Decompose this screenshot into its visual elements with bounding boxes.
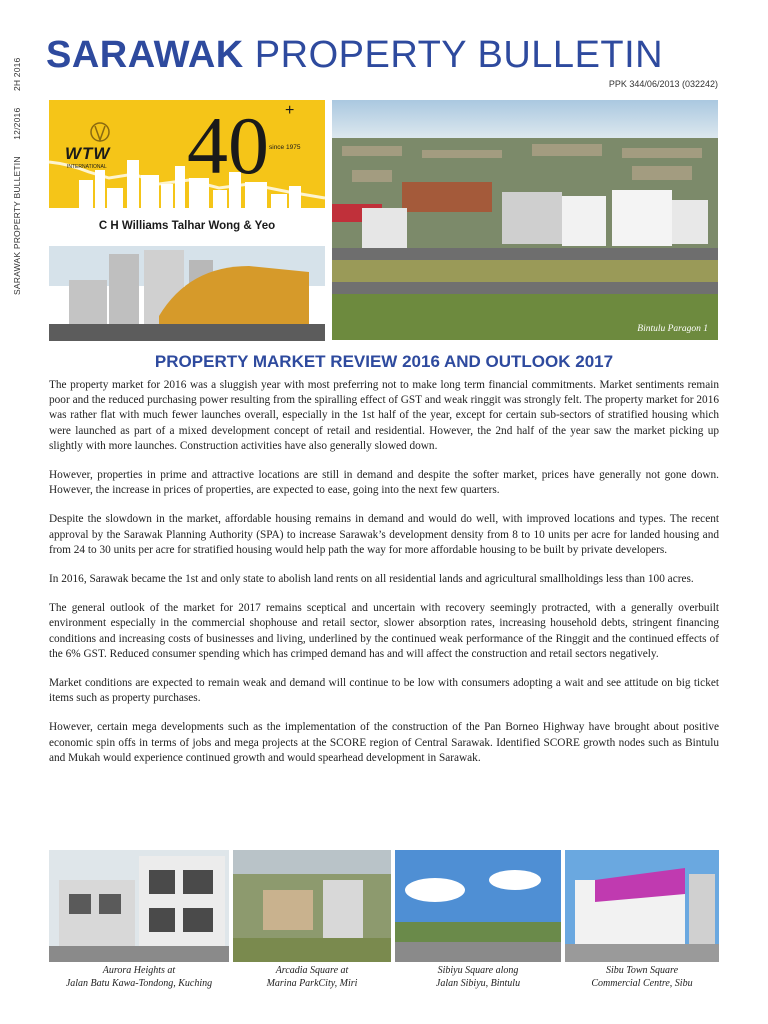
commercial-building-photo [49, 246, 325, 341]
gallery-caption: Arcadia Square at Marina ParkCity, Miri [266, 965, 358, 989]
sidebar-issue: 12/2016 [12, 107, 22, 140]
gallery-caption: Aurora Heights at Jalan Batu Kawa-Tondong, Kuching [65, 965, 213, 989]
article-paragraph: However, properties in prime and attractive locations are still in demand and despite the softer market, prices have generally not gone down. However, the increase in prices of properties, are expected to ease, going into the next few quarters. [49, 469, 719, 497]
article-paragraph: The general outlook of the market for 2017 remains sceptical and uncertain with recovery seemingly protracted, with a generally overbuilt environment especially in the commercial shophouse and retail sector, slower absorption rates, increasing household debts, stringent financing conditions and increasing costs of businesses and living, underlined by the continued weak performance of the Ringgit and the continued effects of the 6% GST. Reduced consumer spending which has crimped demand has and will affect the construction and retail sectors negatively. [49, 602, 719, 660]
masthead-title [46, 33, 663, 77]
sidebar-period: 2H 2016 [12, 57, 22, 92]
gallery-photo-arcadia-square [233, 850, 391, 962]
article-paragraph: The property market for 2016 was a sluggish year with most preferring not to make long term financial commitments. Market sentiments remain poor and the reduced purchasing power resulting from the spiralling effect of GST and weak ringgit was strongly felt. The property market for 2016 was rather flat with much fewer launches overall, especially in the 1st half of the year, except for certain sub-sectors of stratified housing which were launched as part of a mixed development concept of retail and residential. However, the 2nd half of the year saw the market picking up slightly with more launches. Construction activities have also generally slowed down. [49, 379, 719, 452]
article-body [49, 378, 719, 780]
gallery-photo-aurora-heights [49, 850, 229, 962]
anniversary-40: 40 [187, 100, 269, 191]
vertical-sidebar-text [12, 0, 26, 295]
wtw-brand-sub: INTERNATIONAL [67, 164, 107, 170]
gallery-photo-sibiyu-square [395, 850, 561, 962]
ppk-number: PPK 344/06/2013 (032242) [608, 79, 718, 89]
article-paragraph: However, certain mega developments such as the implementation of the construction of the Pan Borneo Highway have brought about positive economic spin offs in terms of jobs and mega projects at the SCORE region of Central Sarawak. Identified SCORE growth nodes such as Bintulu and Mukah would experience continued growth and would spearhead development in Sarawak. [49, 721, 719, 764]
article-paragraph: In 2016, Sarawak became the 1st and only state to abolish land rents on all residential lands and agricultural smallholdings less than 100 acres. [49, 573, 694, 586]
wtw-brand: WTW [65, 144, 111, 163]
article-paragraph: Market conditions are expected to remain weak and demand will continue to be low with consumers adopting a wait and see attitude on big ticket items such as property purchases. [49, 677, 719, 705]
wtw-logo-banner [49, 100, 325, 246]
masthead-rest: PROPERTY BULLETIN [243, 34, 664, 76]
anniversary-plus: + [285, 102, 295, 119]
gallery-caption: Sibiyu Square along Jalan Sibiyu, Bintulu [435, 965, 521, 989]
company-name: C H Williams Talhar Wong & Yeo [98, 220, 276, 232]
since-label: since 1975 [269, 144, 301, 151]
gallery-caption: Sibu Town Square Commercial Centre, Sibu [591, 965, 693, 989]
wtw-monogram-icon [91, 123, 109, 141]
sidebar-title: SARAWAK PROPERTY BULLETIN [12, 156, 22, 295]
gallery-photo-sibu-town-square [565, 850, 719, 962]
bintulu-paragon-photo [332, 100, 718, 340]
photo-gallery [49, 850, 719, 962]
article-headline: PROPERTY MARKET REVIEW 2016 AND OUTLOOK 2017 [154, 352, 614, 371]
article-paragraph: Despite the slowdown in the market, affordable housing remains in demand and would do well, with improved locations and types. The recent approval by the Sarawak Planning Authority (SPA) to increase Sarawak’s development density from 8 to 10 units per acre for landed housing and from 24 to 30 units per acre for stratified housing would help path the way for more affordable housing to be built by private developers. [49, 513, 719, 556]
masthead-bold: SARAWAK [46, 34, 244, 76]
top-photo-caption: Bintulu Paragon 1 [637, 324, 708, 334]
